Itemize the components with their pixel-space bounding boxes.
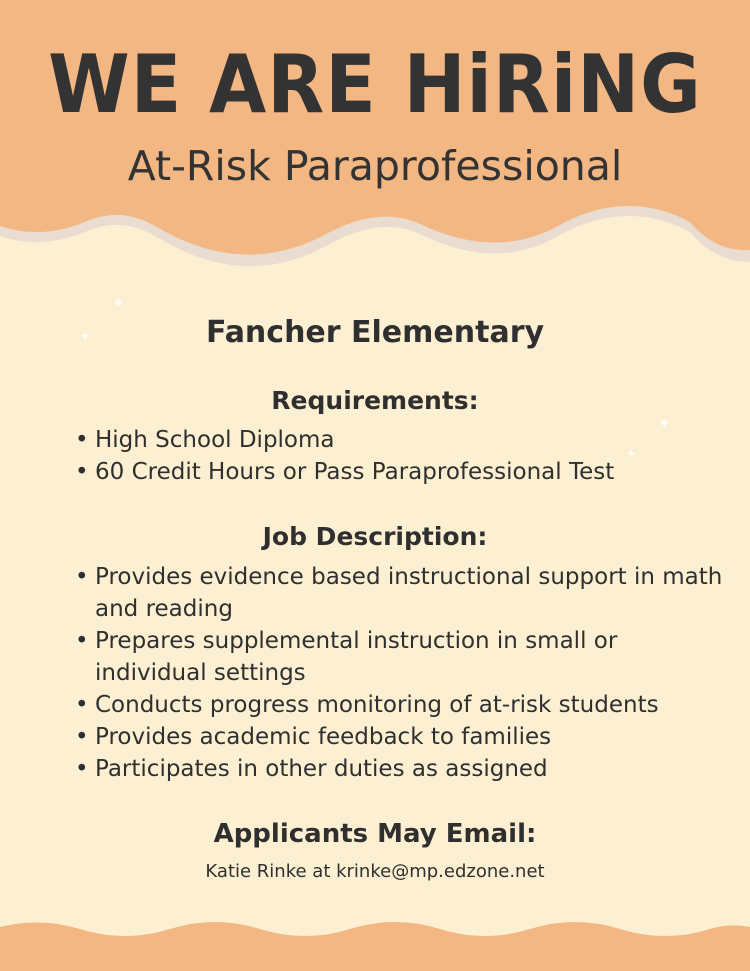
sparkle-icon: ✦: [112, 294, 125, 312]
list-item: • Prepares supplemental instruction in small or individual settings: [95, 625, 725, 689]
school-name: Fancher Elementary: [205, 315, 545, 350]
bottom-wave-fill: [0, 922, 750, 971]
requirements-heading: Requirements:: [271, 386, 479, 415]
sparkle-icon: ✦: [80, 329, 91, 343]
bottom-wavy-border: [0, 915, 750, 971]
sparkle-icon: ✦: [658, 414, 671, 432]
job-description-list: [73, 561, 725, 785]
contact-heading: Applicants May Email:: [213, 819, 537, 849]
requirements-list: [73, 424, 715, 488]
list-item: • High School Diploma: [95, 424, 715, 456]
job-description-heading: Job Description:: [262, 522, 488, 551]
list-item: • Participates in other duties as assigned: [95, 753, 725, 785]
list-item: • 60 Credit Hours or Pass Paraprofessional Test: [95, 456, 715, 488]
contact-email-text: Katie Rinke at krinke@mp.edzone.net: [205, 861, 545, 882]
position-title: At-Risk Paraprofessional: [127, 142, 623, 190]
hiring-headline: WE ARE HiRiNG: [48, 38, 702, 132]
list-item: • Provides evidence based instructional support in math and reading: [95, 561, 725, 625]
list-item: • Conducts progress monitoring of at-risk students: [95, 689, 725, 721]
sparkle-icon: ✦: [626, 447, 637, 461]
list-item: • Provides academic feedback to families: [95, 721, 725, 753]
